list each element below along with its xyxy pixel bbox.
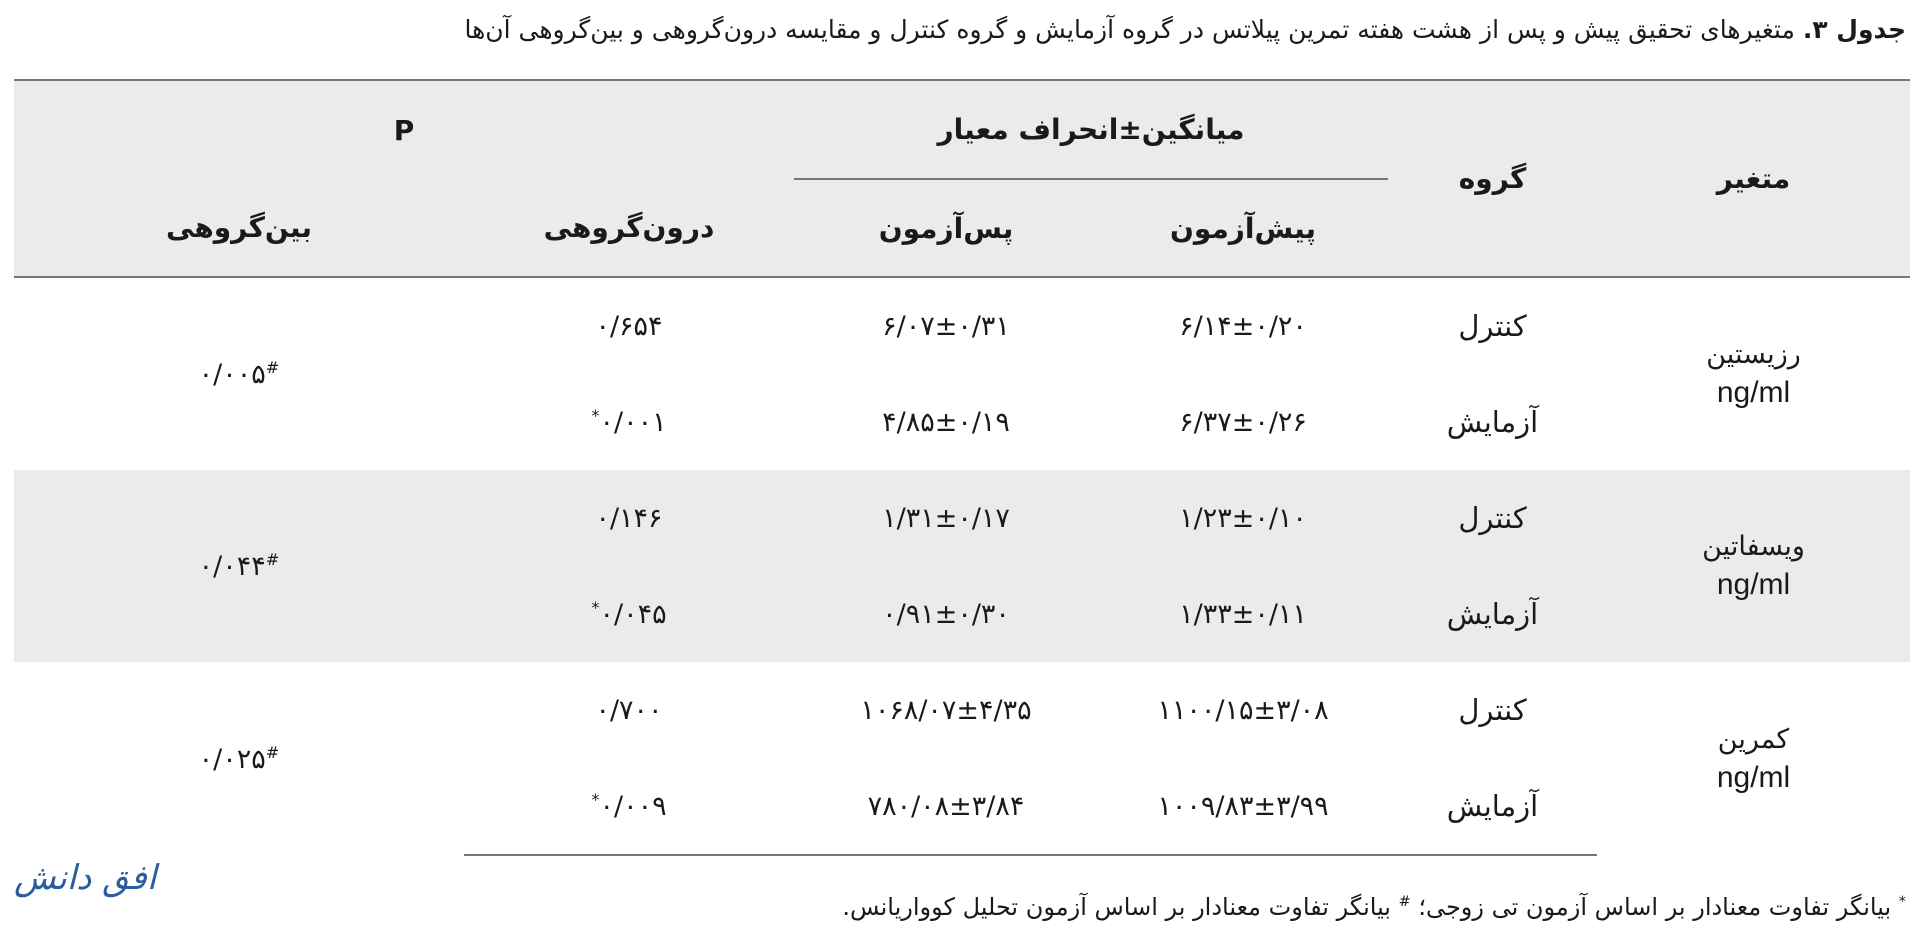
variable-cell <box>1597 662 1910 855</box>
within-value: ۰/۶۵۴ <box>595 311 663 342</box>
variable-name: کمرین <box>1717 723 1790 755</box>
between-cell <box>14 277 464 470</box>
footnote-star-text: بیانگر تفاوت معنادار بر اساس آزمون تی زوجی؛ <box>1410 893 1899 921</box>
header-group: گروه <box>1458 162 1527 195</box>
table-row <box>14 662 1910 758</box>
posttest-cell: ۰/۹۱±۰/۳۰ <box>794 566 1098 662</box>
pretest-cell: ۱/۲۳±۰/۱۰ <box>1098 470 1388 566</box>
between-mark: # <box>265 358 280 377</box>
header-pretest: پیش‌آزمون <box>1170 211 1317 245</box>
header-between: بین‌گروهی <box>166 211 312 244</box>
caption-text: متغیرهای تحقیق پیش و پس از هشت هفته تمرین پیلاتس در گروه آزمایش و گروه کنترل و مقایسه درون‌گروهی و بین‌گروهی آن‌ها <box>464 15 1795 44</box>
between-value: ۰/۰۴۴ <box>198 551 266 582</box>
within-value: ۰/۱۴۶ <box>595 503 663 534</box>
posttest-cell: ۱۰۶۸/۰۷±۴/۳۵ <box>860 694 1032 726</box>
results-table <box>14 79 1910 856</box>
header-posttest: پس‌آزمون <box>878 211 1014 245</box>
table-row <box>14 470 1910 566</box>
within-cell <box>464 374 794 470</box>
pretest-cell: ۶/۱۴±۰/۲۰ <box>1179 310 1307 342</box>
between-cell <box>14 662 464 855</box>
between-value: ۰/۰۲۵ <box>198 743 266 775</box>
within-cell <box>464 566 794 662</box>
posttest-cell: ۶/۰۷±۰/۳۱ <box>882 310 1010 342</box>
within-mark: * <box>591 598 600 617</box>
table-caption <box>18 10 1906 50</box>
journal-logo: افق دانش <box>14 858 157 898</box>
pretest-cell: ۱/۳۳±۰/۱۱ <box>1098 566 1388 662</box>
results-table-container <box>14 79 1910 856</box>
group-cell: آزمایش <box>1388 758 1597 855</box>
within-mark: * <box>591 790 600 809</box>
header-p: P <box>393 113 415 147</box>
group-cell: آزمایش <box>1446 405 1539 439</box>
posttest-cell: ۷۸۰/۰۸±۳/۸۴ <box>794 758 1098 855</box>
variable-name: ویسفاتین <box>1702 531 1805 562</box>
footnote-hash-text: بیانگر تفاوت معنادار بر اساس آزمون تحلیل کوواریانس. <box>842 893 1399 921</box>
table-footnote <box>842 893 1906 921</box>
footnote-hash-mark: # <box>1398 894 1411 910</box>
header-within: درون‌گروهی <box>543 211 715 244</box>
between-mark: # <box>265 550 280 569</box>
group-cell: آزمایش <box>1388 566 1597 662</box>
within-cell <box>464 277 794 374</box>
within-cell <box>464 758 794 855</box>
between-mark: # <box>265 742 280 762</box>
table-row <box>14 277 1910 374</box>
caption-label: جدول ۳. <box>1802 15 1906 44</box>
pretest-cell: ۶/۳۷±۰/۲۶ <box>1179 406 1307 438</box>
within-value: ۰/۰۰۹ <box>599 791 667 822</box>
variable-unit: ng/ml <box>1716 568 1791 601</box>
variable-unit: ng/ml <box>1716 376 1791 409</box>
within-value: ۰/۷۰۰ <box>595 695 663 726</box>
within-value: ۰/۰۰۱ <box>599 407 667 438</box>
group-cell: کنترل <box>1458 309 1527 343</box>
variable-unit: ng/ml <box>1716 760 1791 794</box>
header-mean-sd: میانگین±انحراف معیار <box>794 80 1388 179</box>
within-mark: * <box>591 406 600 425</box>
variable-cell <box>1597 277 1910 470</box>
within-cell <box>464 470 794 566</box>
variable-name: رزیستین <box>1706 339 1801 370</box>
group-cell: کنترل <box>1388 470 1597 566</box>
within-cell <box>464 662 794 758</box>
within-value: ۰/۰۴۵ <box>599 599 667 630</box>
between-value: ۰/۰۰۵ <box>198 359 266 390</box>
between-cell <box>14 470 464 662</box>
header-variable: متغیر <box>1716 162 1791 195</box>
footnote-star-mark: * <box>1898 894 1906 910</box>
group-cell: کنترل <box>1458 693 1527 727</box>
posttest-cell: ۴/۸۵±۰/۱۹ <box>882 406 1010 438</box>
variable-cell <box>1597 470 1910 662</box>
pretest-cell: ۱۱۰۰/۱۵±۳/۰۸ <box>1157 694 1329 726</box>
pretest-cell: ۱۰۰۹/۸۳±۳/۹۹ <box>1098 758 1388 855</box>
posttest-cell: ۱/۳۱±۰/۱۷ <box>794 470 1098 566</box>
